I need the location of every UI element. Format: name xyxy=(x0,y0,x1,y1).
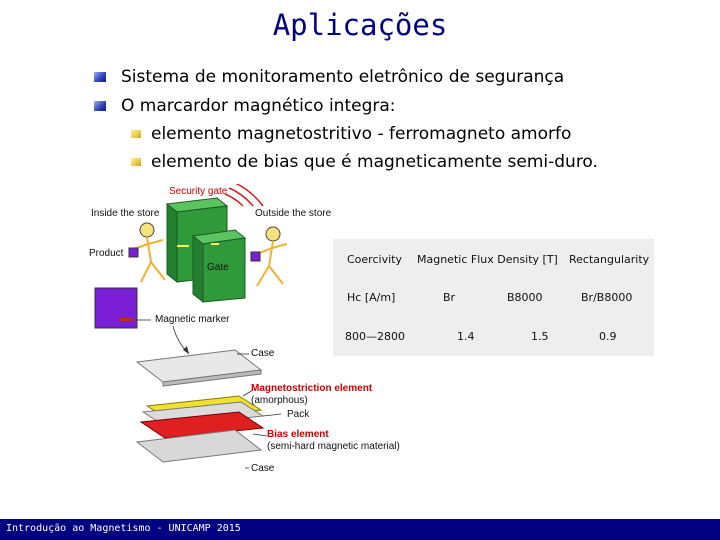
label-magnetostriction: Magnetostriction element xyxy=(251,383,373,394)
label-gate: Gate xyxy=(207,262,229,273)
table-cell: Br xyxy=(443,291,456,304)
label-pack: Pack xyxy=(287,409,310,420)
table-cell: 0.9 xyxy=(599,330,617,343)
footer-text: Introdução ao Magnetismo - UNICAMP 2015 xyxy=(6,523,241,534)
bullet-icon xyxy=(94,101,106,111)
table-cell: 1.5 xyxy=(531,330,549,343)
label-magnetic-marker: Magnetic marker xyxy=(155,314,230,325)
bullet-text: Sistema de monitoramento eletrônico de segurança xyxy=(121,67,565,87)
label-amorphous: (amorphous) xyxy=(251,395,308,406)
sub-bullet-icon xyxy=(131,158,141,166)
label-inside-store: Inside the store xyxy=(91,208,160,219)
table-cell: 800—2800 xyxy=(345,330,405,343)
table-cell: B8000 xyxy=(507,291,543,304)
label-case-top: Case xyxy=(251,348,275,359)
table-cell: Hc [A/m] xyxy=(347,291,396,304)
label-product: Product xyxy=(89,248,124,259)
slide-title: Aplicações xyxy=(272,8,448,42)
table-header: Magnetic Flux Density [T] xyxy=(417,253,558,266)
table-header: Coercivity xyxy=(347,253,402,266)
sub-bullet-icon xyxy=(131,130,141,138)
label-outside-store: Outside the store xyxy=(255,208,332,219)
label-case-bottom: Case xyxy=(251,463,275,474)
bullet-text: O marcardor magnético integra: xyxy=(121,96,396,116)
label-semi-hard: (semi-hard magnetic material) xyxy=(267,441,400,452)
bullet-icon xyxy=(94,72,106,82)
footer-bar xyxy=(0,519,720,540)
properties-table xyxy=(333,239,654,356)
sub-bullet-text: elemento de bias que é magneticamente semi-duro. xyxy=(151,152,598,172)
label-security-gate: Security gate xyxy=(169,186,228,197)
table-header: Rectangularity xyxy=(569,253,650,266)
table-cell: 1.4 xyxy=(457,330,475,343)
table-cell: Br/B8000 xyxy=(581,291,633,304)
label-bias-element: Bias element xyxy=(267,429,329,440)
sub-bullet-text: elemento magnetostritivo - ferromagneto amorfo xyxy=(151,124,572,144)
